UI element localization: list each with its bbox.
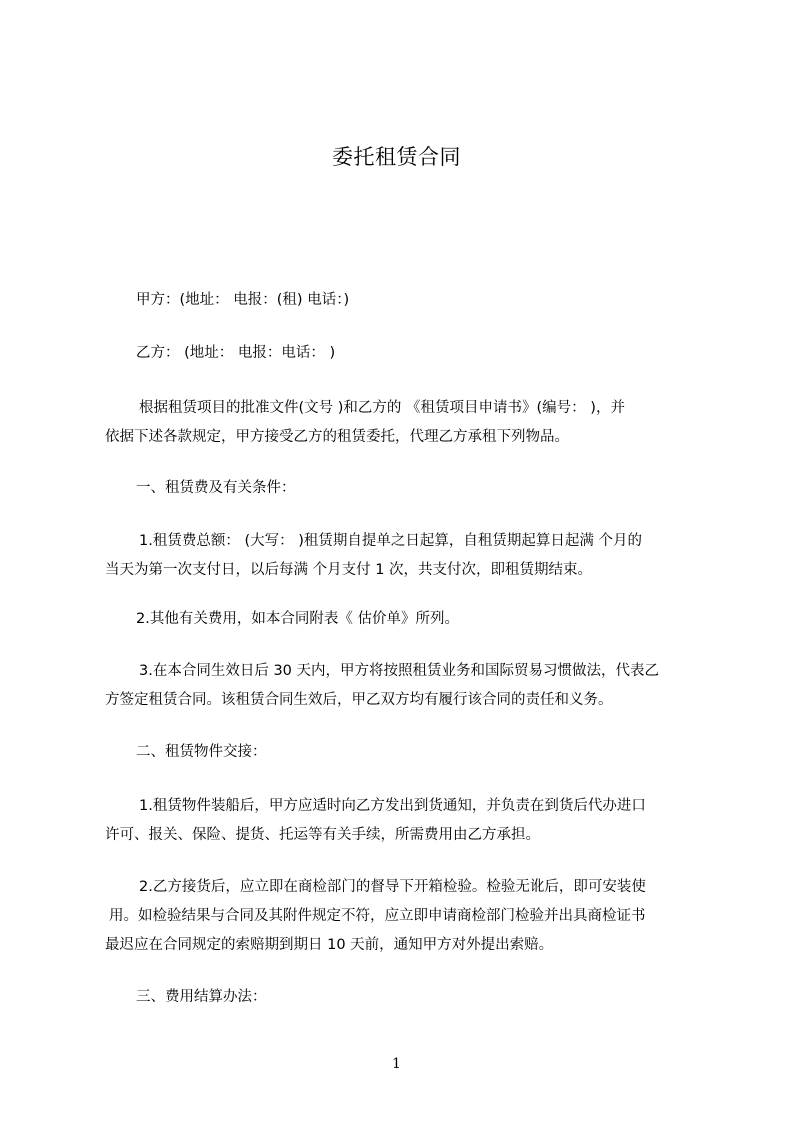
intro-line-2: 依据下述各款规定，甲方接受乙方的租赁委托，代理乙方承租下列物品。 [105, 429, 569, 445]
section-2-item-1-line-2: 许可、报关、保险、提货、托运等有关手续，所需费用由乙方承担。 [105, 827, 540, 843]
section-1-item-1-line-1: 1.租赁费总额： (大写： )租赁期自提单之日起算，自租赁期起算日起满 个月的 [139, 533, 642, 549]
section-1-item-1-line-2: 当天为第一次支付日，以后每满 个月支付 1 次，共支付次，即租赁期结束。 [105, 562, 593, 578]
document-title: 委托租赁合同 [332, 145, 461, 169]
section-3-heading: 三、费用结算办法： [136, 989, 267, 1005]
intro-paragraph [105, 394, 705, 452]
section-2-item-2-line-3: 最迟应在合同规定的索赔期到期日 10 天前，通知甲方对外提出索赔。 [105, 937, 554, 953]
page-number: 1 [392, 1056, 401, 1072]
intro-line-1: 根据租赁项目的批准文件(文号 )和乙方的 《租赁项目申请书》(编号： )，并 [139, 400, 625, 416]
section-1-item-3 [105, 657, 705, 715]
section-2-item-2 [105, 873, 705, 960]
section-2-item-2-line-2: 用。如检验结果与合同及其附件规定不符，应立即申请商检部门检验并出具商检证书 [109, 908, 646, 924]
section-2-heading: 二、租赁物件交接： [136, 744, 267, 760]
section-1-heading: 一、租赁费及有关条件： [136, 480, 296, 496]
section-2-item-1 [105, 792, 705, 850]
party-a-line: 甲方：(地址： 电报：(租) 电话：) [136, 292, 350, 308]
section-1-item-3-line-1: 3.在本合同生效日后 30 天内，甲方将按照租赁业务和国际贸易习惯做法，代表乙 [139, 663, 660, 679]
section-1-item-2: 2.其他有关费用，如本合同附表《 估价单》所列。 [136, 611, 459, 627]
party-b-line: 乙方： (地址： 电报：电话： ) [136, 345, 336, 361]
section-2-item-2-line-1: 2.乙方接货后，应立即在商检部门的督导下开箱检验。检验无讹后，即可安装使 [139, 879, 646, 895]
section-1-item-3-line-2: 方签定租赁合同。该租赁合同生效后，甲乙双方均有履行该合同的责任和义务。 [105, 692, 613, 708]
section-1-item-1 [105, 527, 705, 585]
section-2-item-1-line-1: 1.租赁物件装船后，甲方应适时向乙方发出到货通知，并负责在到货后代办进口 [139, 798, 646, 814]
